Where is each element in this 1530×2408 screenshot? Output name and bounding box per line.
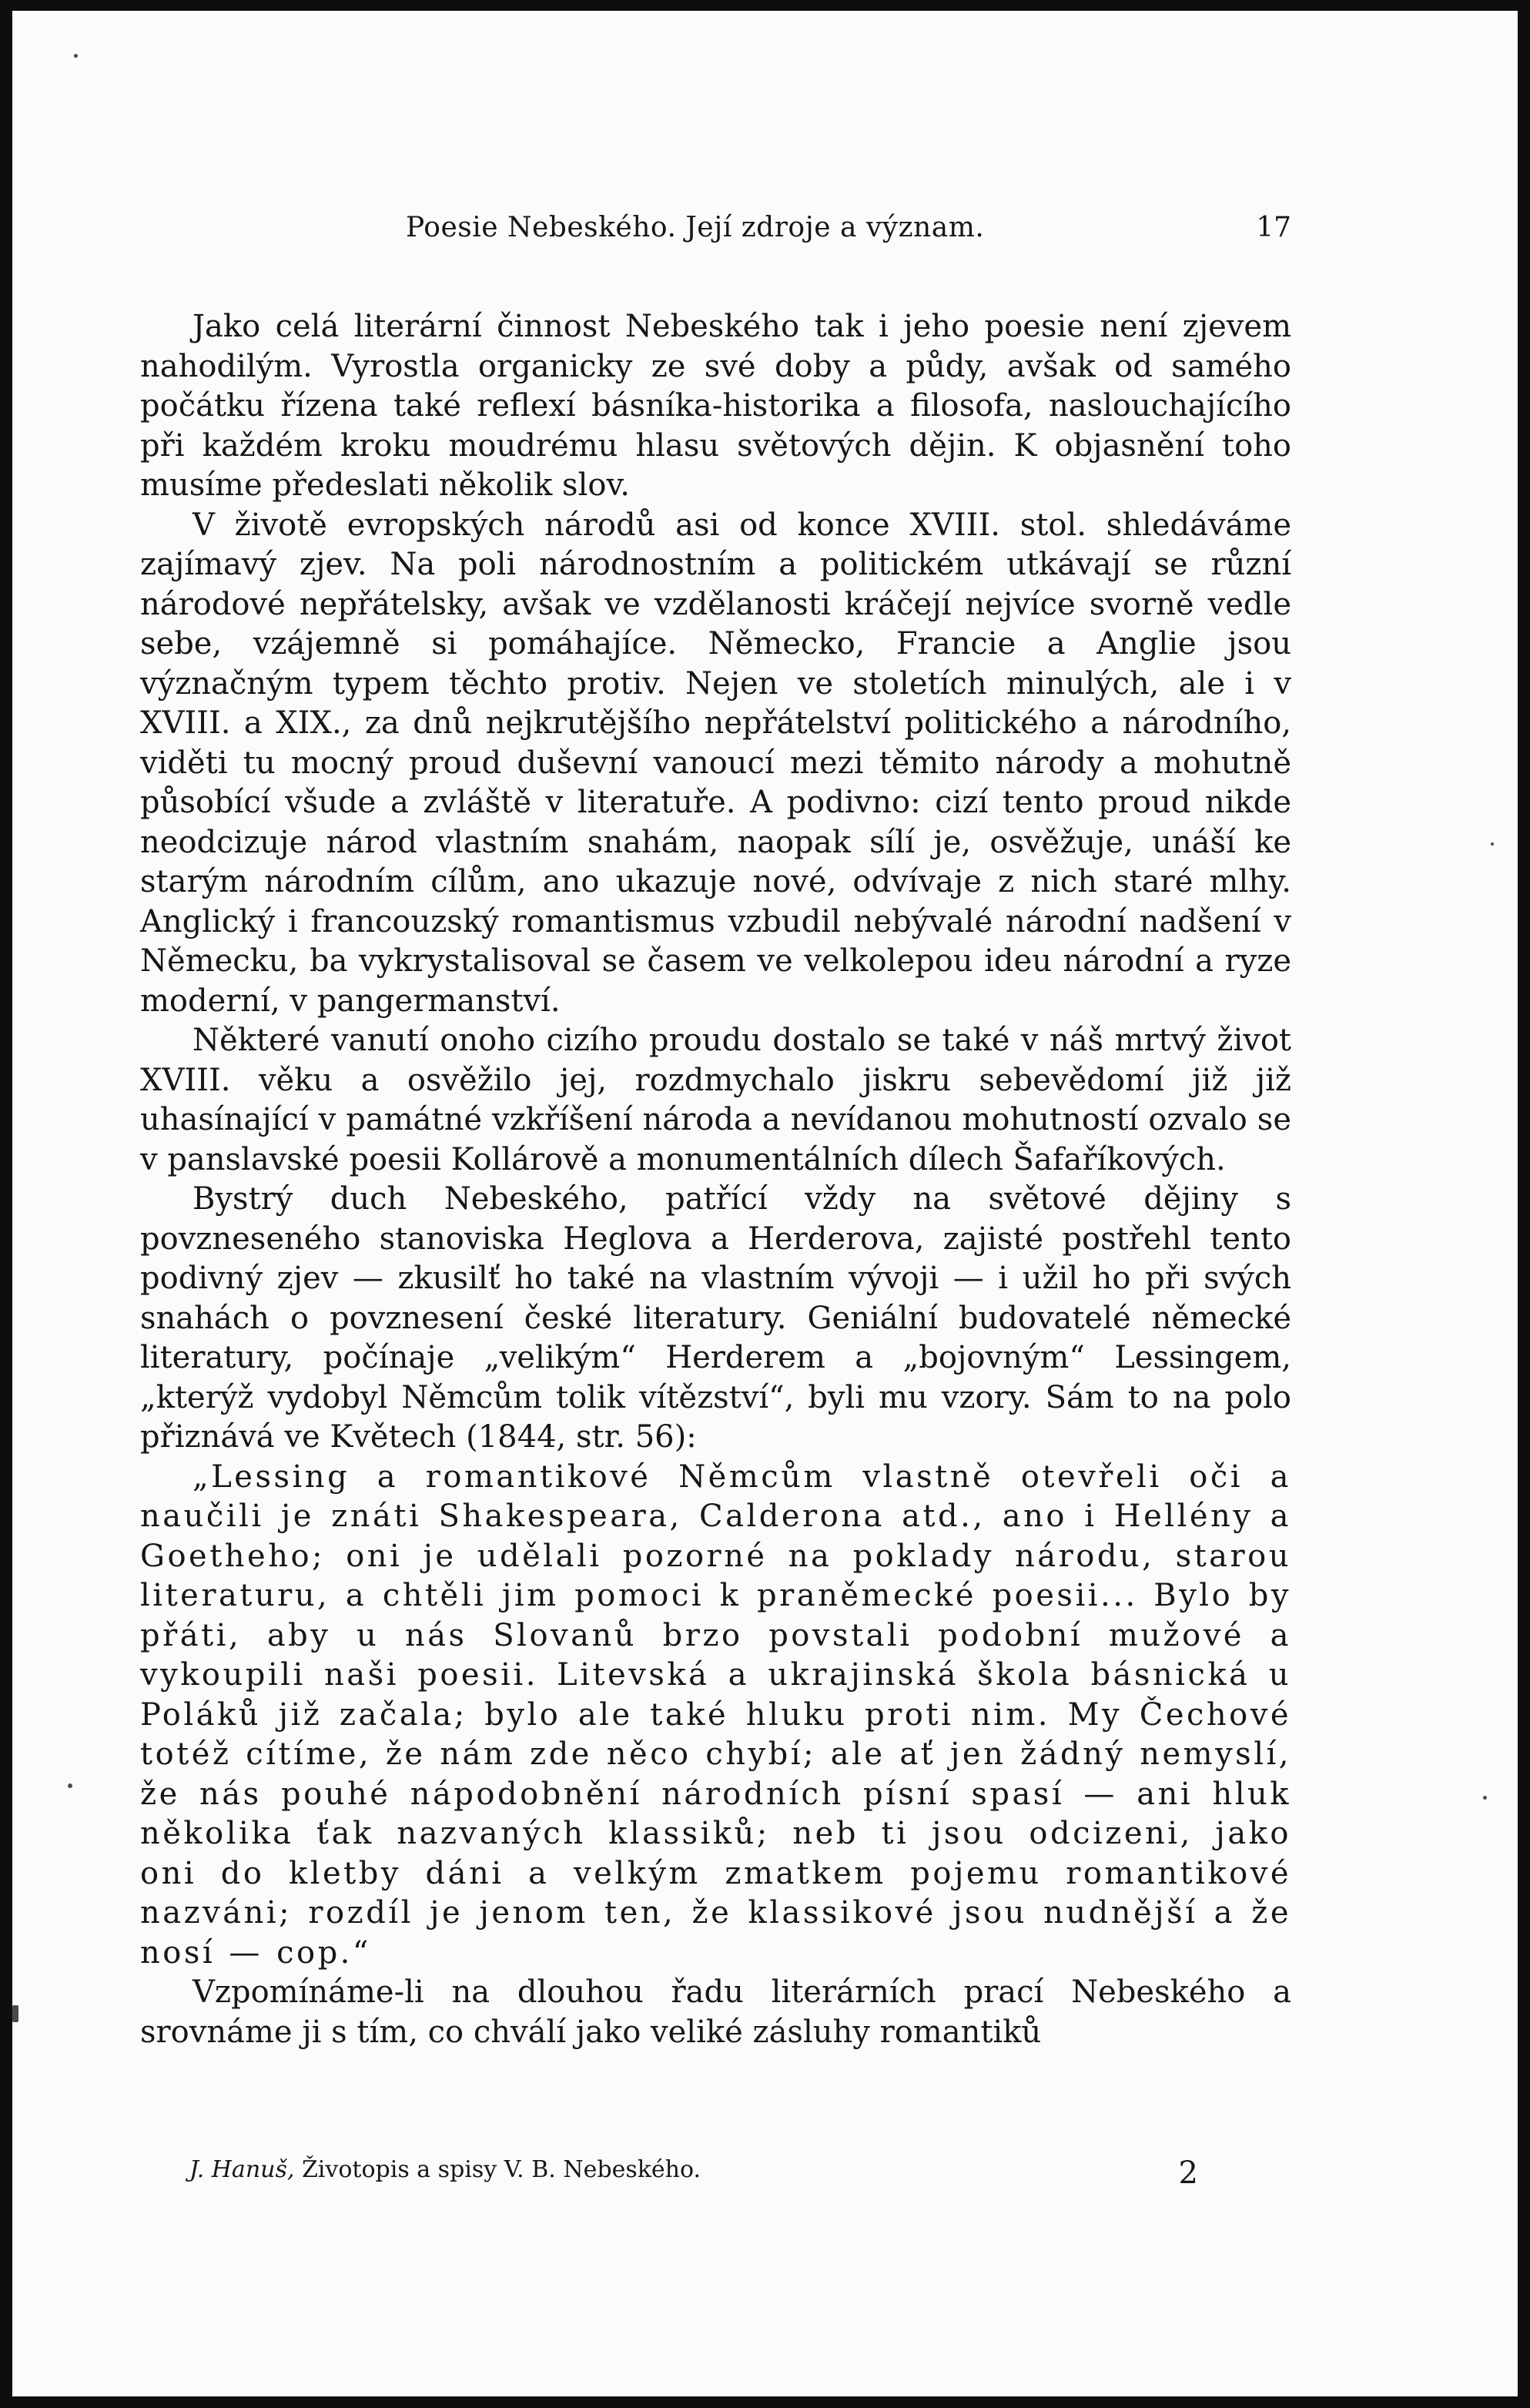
margin-speck (68, 1783, 72, 1788)
body-text (140, 307, 1291, 2052)
bibliographic-note (189, 2153, 701, 2187)
work-title: Životopis a spisy V. B. Nebeského. (301, 2156, 701, 2183)
margin-speck (1491, 842, 1494, 846)
paragraph-3: Některé vanutí onoho cizího proudu dostalo se také v náš mrtvý život XVIII. věku a osvěžilo jej, rozdmychalo jiskru sebevědomí již již uhasínající v památné vzkříšení národa a nevídanou mohutností ozvalo se v panslavské poesii Kollárově a monumentálních dílech Šafaříkových. (140, 1023, 1291, 1177)
quotation-paragraph: „Lessing a romantikové Němcům vlastně otevřeli oči a naučili je znáti Shakespeara, Calderona atd., ano i Hellény a Goetheho; oni je udělali pozorné na poklady národu, starou literaturu, a chtěli jim pomoci k praněmecké poesii... Bylo by přáti, aby u nás Slovanů brzo povstali podobní mužové a vykoupili naši poesii. Litevská a ukrajinská škola básnická u Poláků již začala; bylo ale také hluku proti nim. My Čechové totéž cítíme, že nám zde něco chybí; ale ať jen žádný nemyslí, že nás pouhé nápodobnění národních písní spasí — ani hluk několika ťak nazvaných klassiků; neb ti jsou odcizeni, jako oni do kletby dáni a velkým zmatkem pojemu romantikové nazváni; rozdíl je jenom ten, že klassikové jsou nudnější a že nosí — cop.“ (140, 1459, 1291, 1971)
page-number: 17 (1256, 212, 1291, 243)
margin-speck (12, 2005, 18, 2022)
running-header (140, 209, 1291, 246)
paragraph-6: Vzpomínáme-li na dlouhou řadu literárních prací Nebeského a srovnáme ji s tím, co chválí jako veliké zásluhy romantiků (140, 1974, 1291, 2050)
paragraph-4: Bystrý duch Nebeského, patřící vždy na světové dějiny s povzneseného stanoviska Heglova a Herderova, zajisté postřehl tento podivný zjev — zkusilť ho také na vlastním vývoji — i užil ho při svých snahách o povznesení české literatury. Geniální budovatelé německé literatury, počínaje „velikým“ Herderem a „bojovným“ Lessingem, „kterýž vydobyl Němcům tolik vítězství“, byli mu vzory. Sám to na polo přiznává ve Květech (1844, str. 56): (140, 1181, 1291, 1455)
running-title: Poesie Nebeského. Její zdroje a význam. (406, 212, 985, 243)
footer-line (189, 2153, 1198, 2191)
paragraph-2: V životě evropských národů asi od konce XVIII. stol. shledáváme zajímavý zjev. Na poli národnostním a politickém utkávají se různí národové nepřátelsky, avšak ve vzdělanosti kráčejí nejvíce svorně vedle sebe, vzájemně si pomáhajíce. Německo, Francie a Anglie jsou význačným typem těchto protiv. Nejen ve stoletích minulých, ale i v XVIII. a XIX., za dnů nejkrutějšího nepřátelství politického a národního, viděti tu mocný proud duševní vanoucí mezi těmito národy a mohutně působící všude a zvláště v literatuře. A podivno: cizí tento proud nikde neodcizuje národ vlastním snahám, naopak sílí je, osvěžuje, unáší ke starým národním cílům, ano ukazuje nové, odvívaje z nich staré mlhy. Anglický i francouzský romantismus vzbudil nebývalé národní nadšení v Německu, ba vykrystalisoval se časem ve velkolepou ideu národní a ryze moderní, v pangermanství. (140, 507, 1291, 1019)
author-name: J. Hanuš, (189, 2156, 295, 2183)
signature-mark: 2 (1178, 2155, 1198, 2191)
book-page (12, 11, 1518, 2396)
margin-speck (74, 54, 78, 58)
paragraph-1: Jako celá literární činnost Nebeského tak i jeho poesie není zjevem nahodilým. Vyrostla organicky ze své doby a půdy, avšak od samého počátku řízena také reflexí básníka-historika a filosofa, naslouchajícího při každém kroku moudrému hlasu světových dějin. K objasnění toho musíme předeslati několik slov. (140, 309, 1291, 503)
margin-speck (1483, 1796, 1487, 1800)
